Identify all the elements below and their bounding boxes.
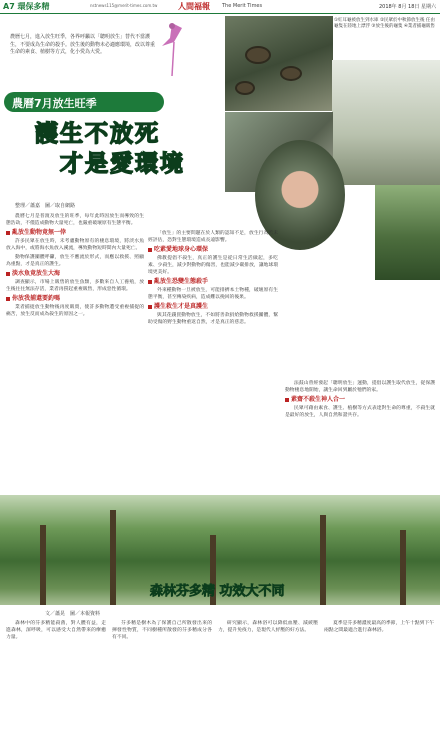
- paragraph: 民眾可藉由素食、護生、植樹等方式表達對生命的尊重，不殺生就是最好的放生，人與自然和諧共存。: [285, 406, 435, 418]
- forest-column-4: [324, 620, 434, 732]
- subheading: 素齋不殺生神人合一: [285, 396, 435, 403]
- paragraph: 研究顯示，森林浴可以降低血壓、減緩壓力，提升免疫力，是現代人紓壓的好方法。: [218, 621, 318, 633]
- subheading: 亂放生恐變生態殺手: [148, 278, 278, 285]
- subheading: 淡水魚竟放生大海: [6, 270, 144, 277]
- subheading: 你放我捕還要釣嗎: [6, 295, 144, 302]
- paragraph: 「放生」的主要問題在於人類的認知不足，放生行為若未經評估，恐對生態環境造成長遠影響。: [148, 231, 278, 243]
- paragraph: 許多民眾在放生時，未考慮動物原有的棲息環境，將淡水魚放入海中，或將海水魚放入溪流，導致動物短時間內大量死亡。: [6, 239, 144, 251]
- subheading: 護生救生才是真護生: [148, 303, 278, 310]
- issue-date: 2018年 8月 18日 星期六: [378, 4, 436, 10]
- turtles-photo: [225, 16, 333, 111]
- paragraph: 夏季是芬多精濃度最高的季節，上午十點到下午兩點之間最適合進行森林浴。: [324, 621, 434, 633]
- article-column-3: [285, 380, 435, 495]
- section-title: A7 環保多精: [3, 2, 50, 11]
- newspaper-english-name: The Merit Times: [222, 3, 263, 9]
- paragraph: 森林中的芬多精能殺菌，對人體有益，走進森林，深呼吸，可以感受大自然帶來的療癒力量。: [6, 621, 106, 640]
- paragraph: 動物保護團體呼籲，放生不應流於形式，而應以救援、照顧為重點，才是真正的護生。: [6, 255, 144, 267]
- forest-photo: [375, 185, 440, 280]
- article-column-2: [148, 230, 278, 495]
- forest-column-1: [6, 620, 106, 732]
- paragraph: 調查顯示，市場上販售的放生魚類，多數來自人工養殖，放生後往往無法存活，業者再撈起重複販售，形成惡性循環。: [6, 280, 144, 292]
- paragraph: 芬多精是樹木為了保護自己所散發出來的揮發性物質，不同樹種所散發的芬多精成分各有不同。: [112, 621, 212, 640]
- subheading: 吃素愛地球身心環保: [148, 246, 278, 253]
- forest-column-2: [112, 620, 212, 732]
- newspaper-logo: 人間福報: [178, 2, 210, 11]
- headline-line1: 護生不放死: [35, 121, 160, 147]
- contact-url: nstnews115@merit-times.com.tw: [90, 3, 158, 8]
- paragraph: 業者捕捉放生動物後再度販賣，使許多動物遭受重複捕捉的痛苦，放生反而成為殺生的原因之一。: [6, 305, 144, 317]
- paragraph: 佛教提倡不殺生，真正的護生是從日常生活做起，多吃素、少殺生，減少對動物的傷害，也能減少碳排放，讓地球環境更美好。: [148, 256, 278, 275]
- forest-headline: 森林芬多精 功效大不同: [150, 584, 285, 599]
- paragraph: 外來種動物一旦被放生，可能排擠本土物種，破壞原有生態平衡，甚至傳染疾病，造成難以挽回的後果。: [148, 288, 278, 300]
- paragraph: 與其花錢買動物放生，不如將善款捐給動物救援團體，幫助受傷的野生動物重返自然，才是真正的慈悲。: [148, 313, 278, 325]
- headline-line2: 才是愛環境: [60, 151, 185, 177]
- season-banner-label: 農曆7月放生旺季: [12, 97, 97, 110]
- photo-caption: ①紅耳龜被放生到水庫 ②民眾於中秋節放生後 任由龜隻在陸地上漂浮 ③放生後的龜隻 ④業者捕龜販售: [334, 18, 435, 29]
- article-byline: 整理／蕭嘉 圖／取自網路: [15, 203, 76, 209]
- bird-illustration-icon: [152, 18, 192, 78]
- forest-byline: 文／蕭晃 圖／本報資料: [45, 611, 101, 617]
- article-column-1: [6, 213, 144, 498]
- subheading: 亂放生動物竟無一倖: [6, 229, 144, 236]
- paragraph: 農曆七月是普渡及放生的旺季，每年此時因放生而導致的生態浩劫，不僅造成動物大量死亡，也嚴重破壞原有生態平衡。: [6, 214, 144, 226]
- intro-text: 農曆七月，進入放生旺季，各界呼籲以「聰明放生」替代不當護生，不要成為生命的殺手。放生後的動物未必適應環境，改以尊重生命的素食、植樹等方式，化小愛為大愛。: [10, 34, 156, 55]
- forest-column-3: [218, 620, 318, 732]
- women-release-photo: [332, 60, 440, 185]
- masthead: [0, 0, 440, 14]
- paragraph: 法鼓山曾經發起「聰明放生」運動，提倡以護生取代放生，從保護動物棲息地開始，讓生命回到屬於牠們的家。: [285, 381, 435, 393]
- season-banner: [4, 92, 164, 112]
